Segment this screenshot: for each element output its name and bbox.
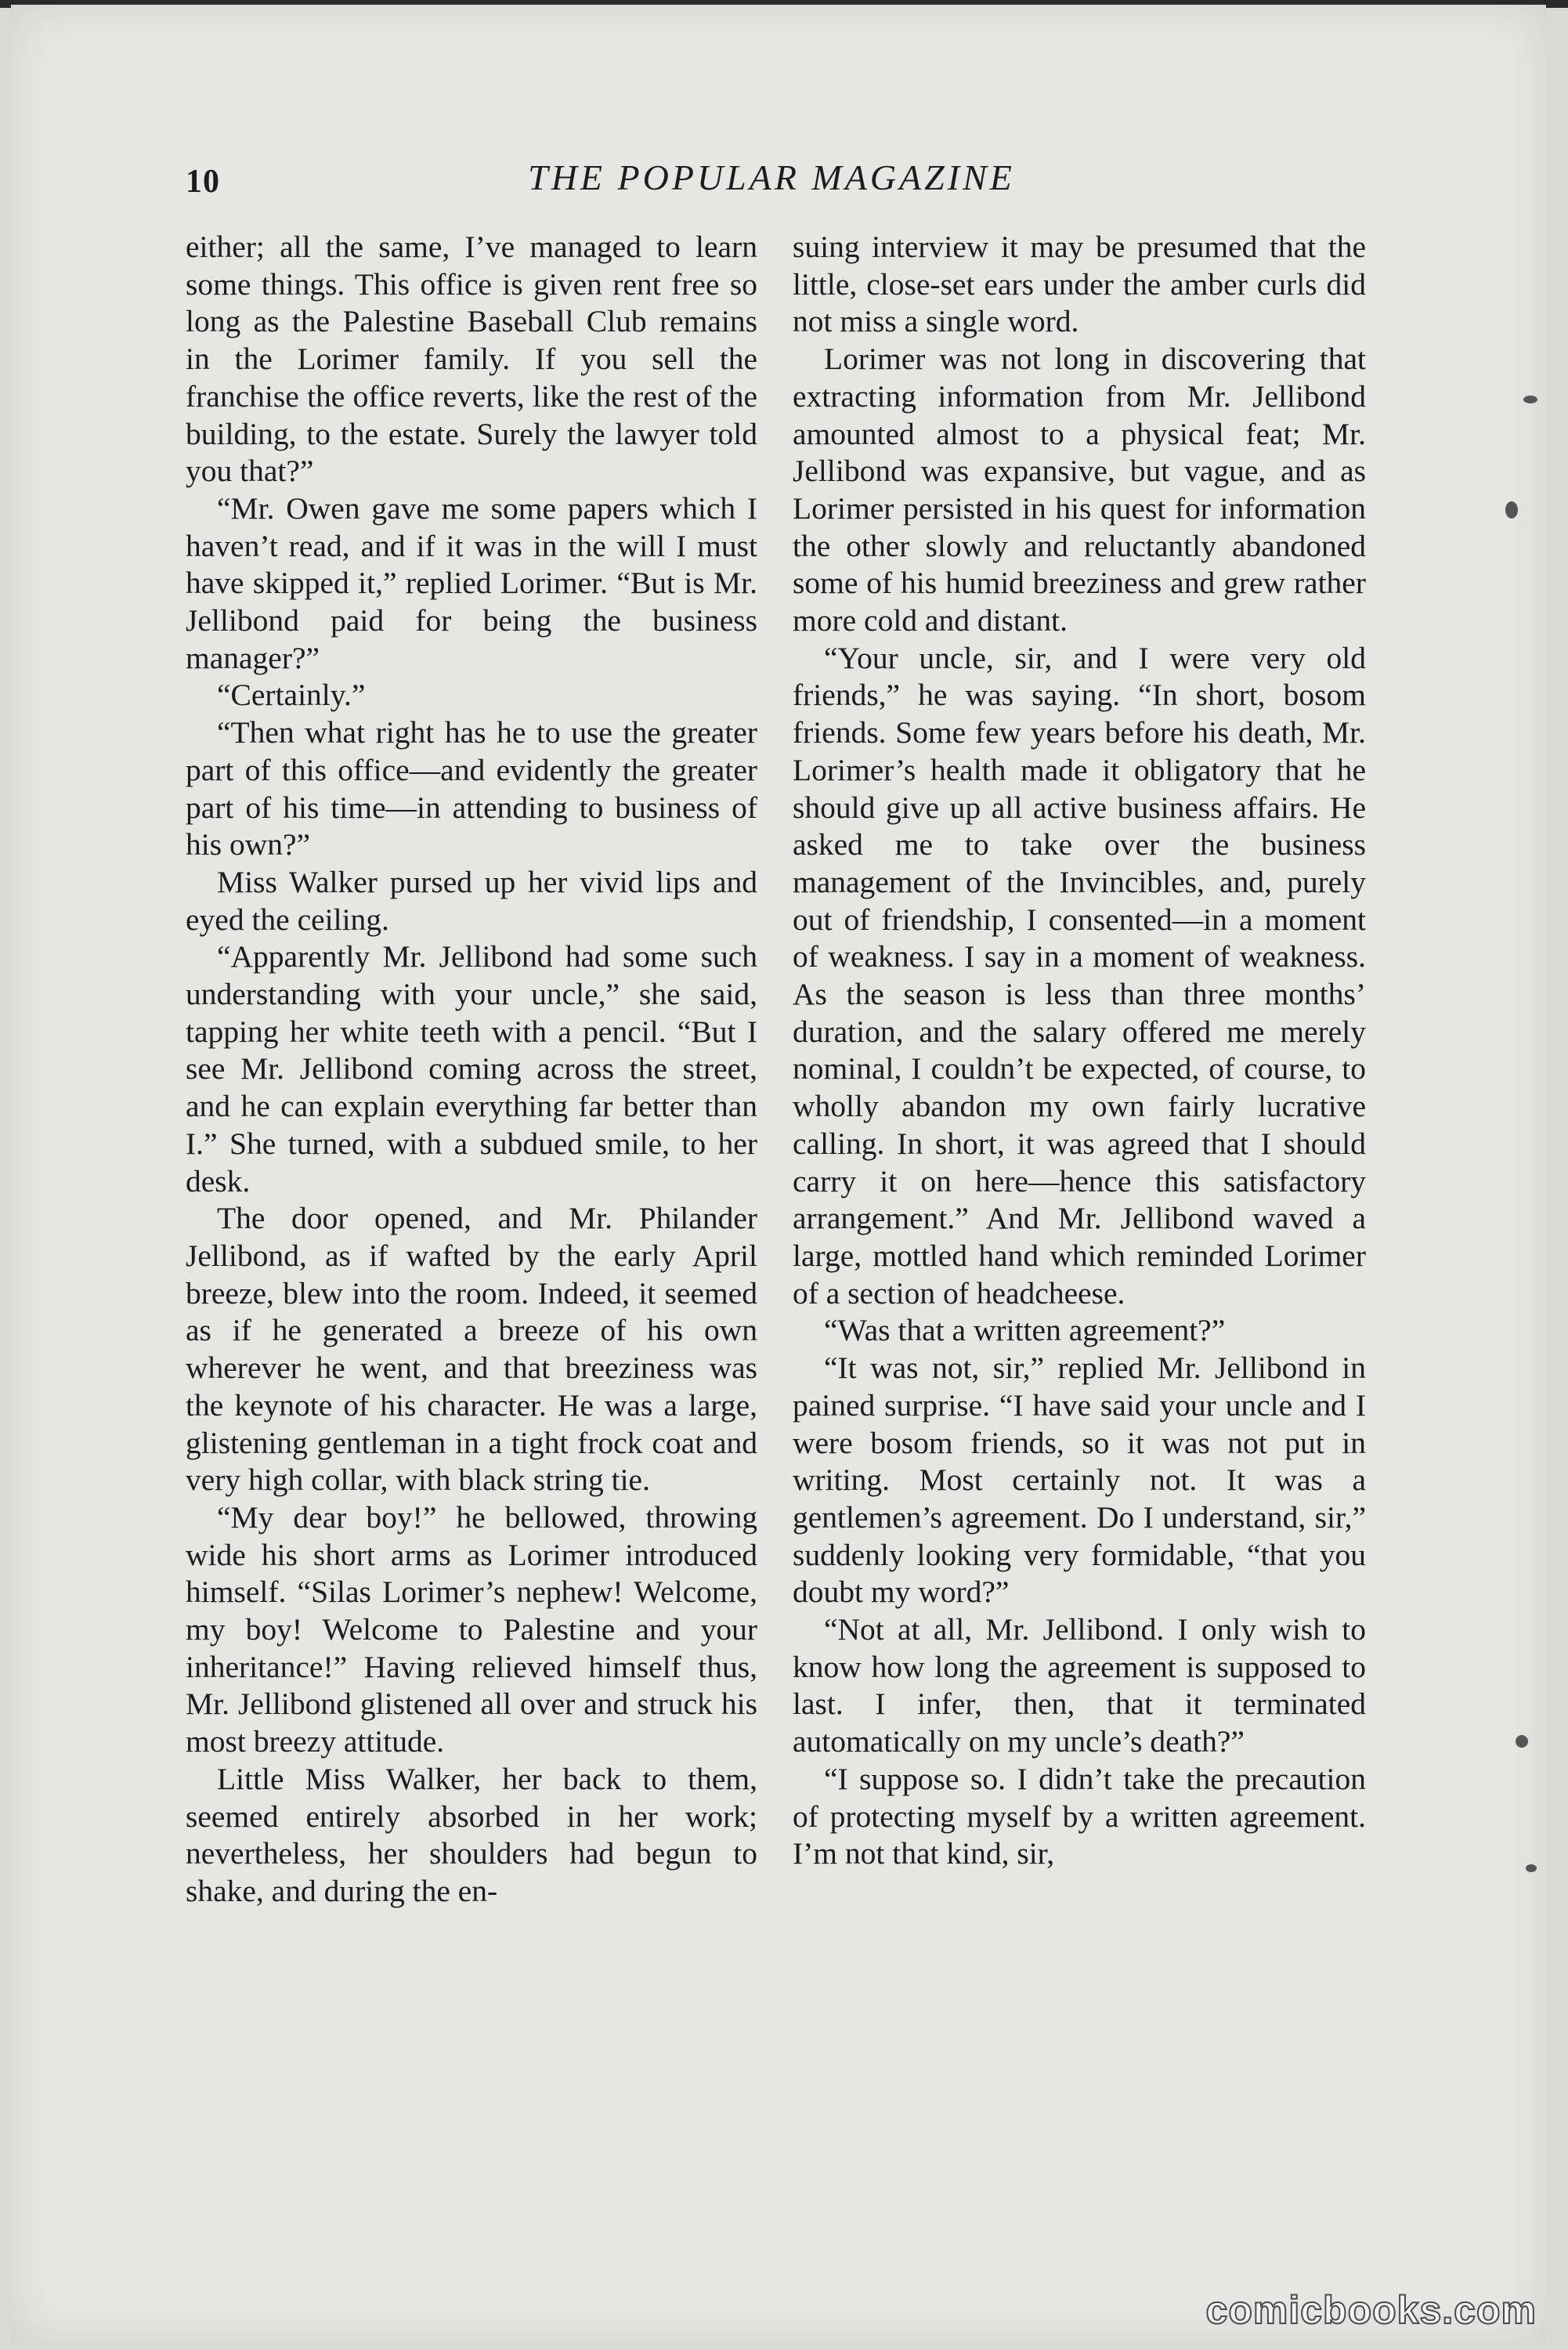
staple-hole-mark (1523, 396, 1537, 403)
staple-hole-mark (1526, 1864, 1537, 1872)
paragraph: “Then what right has he to use the greater part of this office—and evidently the greater part of his time—in attending to business of his own?” (186, 715, 757, 862)
paragraph: “Was that a written agreement?” (824, 1313, 1226, 1348)
paragraph: “It was not, sir,” replied Mr. Jellibond in pained surprise. “I have said your uncle and I were bosom friends, so it was not put in writing. Most certainly not. It was a gentlemen’s agreement. Do I understand, sir,” suddenly looking very formidable, “that you doubt my word?” (793, 1350, 1366, 1610)
paragraph: “Apparently Mr. Jellibond had some such understanding with your uncle,” she said, tapping her white teeth with a pencil. “But I see Mr. Jellibond coming across the street, and he can explain everything far better than I.” She turned, with a subdued smile, to her desk. (186, 939, 757, 1198)
staple-hole-mark (1505, 501, 1518, 519)
paragraph: suing interview it may be presumed that the little, close-set ears under the amber curls did not miss a single word. (793, 230, 1366, 339)
running-title: THE POPULAR MAGAZINE (528, 157, 1015, 197)
paragraph: Lorimer was not long in discovering that extracting information from Mr. Jellibond amounted almost to a physical feat; Mr. Jellibond was expansive, but vague, and as Lorimer persisted in his quest for information the other slowly and reluctantly abandoned some of his humid breeziness and grew rather more cold and distant. (793, 342, 1366, 638)
paragraph: “I suppose so. I didn’t take the precaution of protecting myself by a written agreement. I’m not that kind, sir, (793, 1761, 1366, 1871)
paragraph: either; all the same, I’ve managed to learn some things. This office is given rent free so long as the Palestine Baseball Club remains in the Lorimer family. If you sell the franchise the office reverts, like the rest of the building, to the estate. Surely the lawyer told you that?” (186, 230, 757, 489)
watermark-text: comicbooks.com (1205, 2288, 1537, 2332)
page-header (176, 154, 1367, 201)
paragraph: “Not at all, Mr. Jellibond. I only wish to know how long the agreement is supposed to last. I infer, then, that it terminated automatically on my uncle’s death?” (793, 1612, 1366, 1759)
left-column (186, 229, 757, 2124)
paragraph: “Certainly.” (217, 678, 366, 713)
page-number: 10 (186, 164, 220, 200)
paragraph: “Your uncle, sir, and I were very old friends,” he was saying. “In short, bosom friends. Some few years before his death, Mr. Lorimer’s health made it obligatory that he should give up all active business affairs. He asked me to take over the business management of the Invincibles, and, purely out of friendship, I consented—in a moment of weakness. I say in a moment of weakness. As the season is less than three months’ duration, and the salary offered me merely nominal, I couldn’t be expected, of course, to wholly abandon my own fairly lucrative calling. In short, it was agreed that I should carry it on here—hence this satisfactory arrangement.” And Mr. Jellibond waved a large, mottled hand which reminded Lorimer of a section of headcheese. (793, 640, 1366, 1311)
paragraph: The door opened, and Mr. Philander Jellibond, as if wafted by the early April breeze, blew into the room. Indeed, it seemed as if he generated a breeze of his own wherever he went, and that breeziness was the keynote of his character. He was a large, glistening gentleman in a tight frock coat and very high collar, with black string tie. (186, 1201, 757, 1498)
staple-hole-mark (1516, 1735, 1528, 1748)
right-column (793, 229, 1366, 2124)
paragraph: “Mr. Owen gave me some papers which I haven’t read, and if it was in the will I must have skipped it,” replied Lorimer. “But is Mr. Jellibond paid for being the business manager?” (186, 490, 757, 675)
paragraph: “My dear boy!” he bellowed, throwing wide his short arms as Lorimer introduced himself. “Silas Lorimer’s nephew! Welcome, my boy! Welcome to Palestine and your inheritance!” Having relieved himself thus, Mr. Jellibond glistened all over and struck his most breezy attitude. (186, 1499, 757, 1759)
paragraph: Miss Walker pursed up her vivid lips and eyed the ceiling. (186, 864, 757, 937)
paragraph: Little Miss Walker, her back to them, seemed entirely absorbed in her work; nevertheless, her shoulders had begun to shake, and during the en- (186, 1761, 757, 1908)
